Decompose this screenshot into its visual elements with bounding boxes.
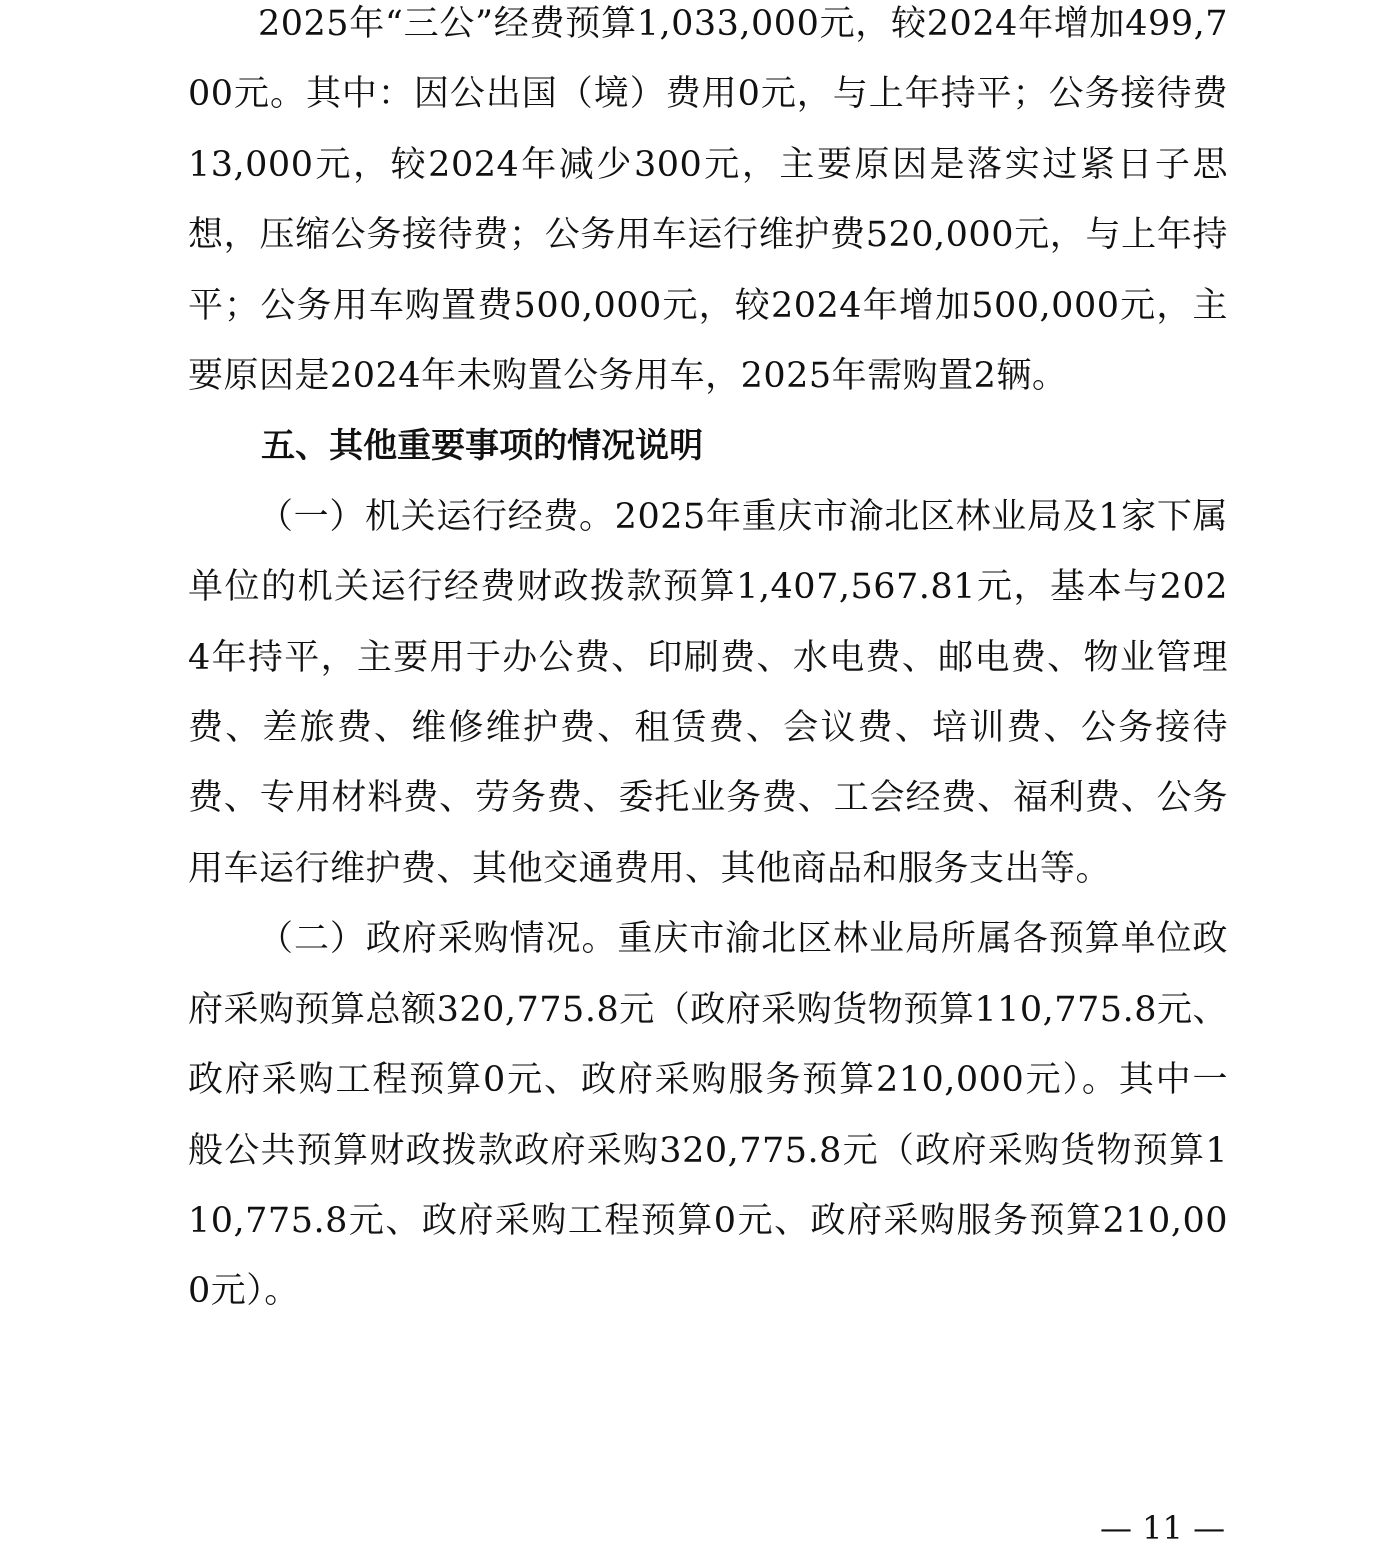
- operating-expenses-body: 2025年重庆市渝北区林业局及1家下属单位的机关运行经费财政拨款预算1,407,567.81元，基本与2024年持平，主要用于办公费、印刷费、水电费、邮电费、物业管理费、差旅费、维修维护费、租赁费、会议费、培训费、公务接待费、专用材料费、劳务费、委托业务费、工会经费、福利费、公务用车运行维护费、其他交通费用、其他商品和服务支出等。: [188, 496, 1228, 889]
- government-procurement-lead: （二）政府采购情况。: [258, 919, 618, 960]
- document-page: [188, 0, 1228, 1327]
- page-number: — 11 —: [1100, 1509, 1226, 1547]
- government-procurement-paragraph: [188, 904, 1228, 1326]
- three-public-expenses-paragraph: 2025年“三公”经费预算1,033,000元，较2024年增加499,700元。其中：因公出国（境）费用0元，与上年持平；公务接待费13,000元，较2024年减少300元，主要原因是落实过紧日子思想，压缩公务接待费；公务用车运行维护费520,000元，与上年持平；公务用车购置费500,000元，较2024年增加500,000元，主要原因是2024年未购置公务用车，2025年需购置2辆。: [188, 4, 1228, 397]
- operating-expenses-lead: （一）机关运行经费。: [258, 496, 615, 537]
- section-heading-other-matters: 五、其他重要事项的情况说明: [261, 426, 704, 467]
- operating-expenses-paragraph: [188, 482, 1228, 904]
- government-procurement-body: 重庆市渝北区林业局所属各预算单位政府采购预算总额320,775.8元（政府采购货物预算110,775.8元、政府采购工程预算0元、政府采购服务预算210,000元）。其中一般公共预算财政拨款政府采购320,775.8元（政府采购货物预算110,775.8元、政府采购工程预算0元、政府采购服务预算210,000元）。: [188, 919, 1228, 1312]
